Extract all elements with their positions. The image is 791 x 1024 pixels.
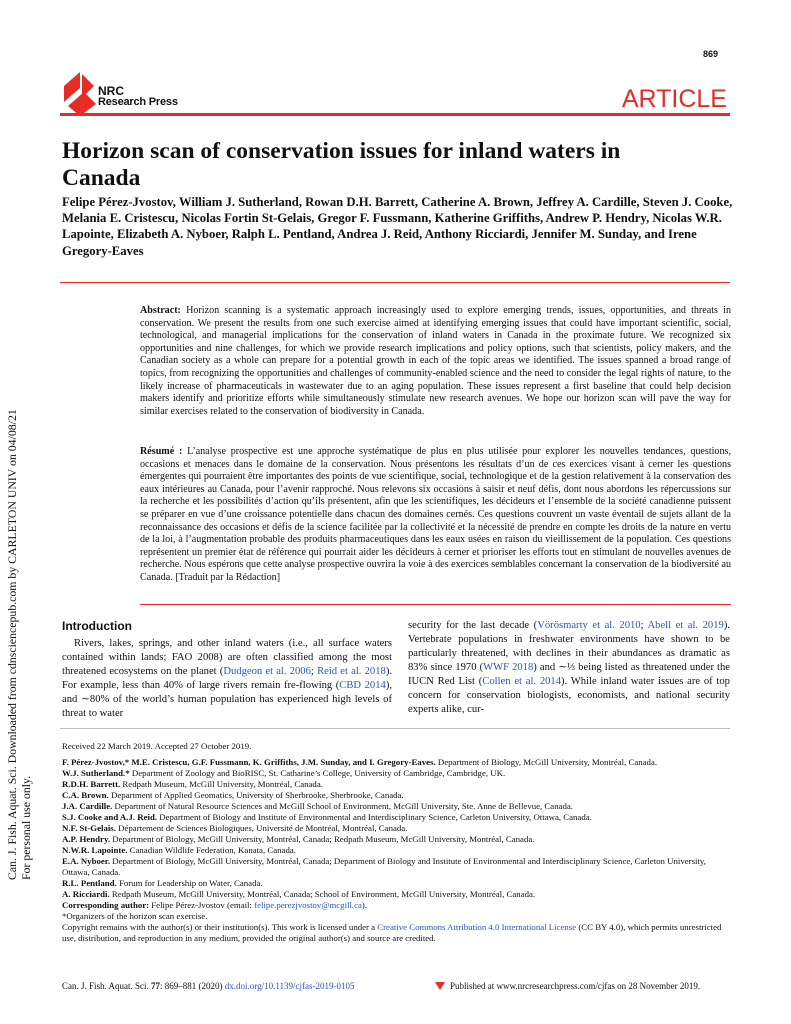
citation-link[interactable]: Collen et al. 2014: [482, 676, 562, 687]
affiliation-item: [62, 812, 732, 823]
logo-wordmark: [98, 86, 178, 108]
affiliation-text: Department of Biology and Institute of Environmental and Interdisciplinary Science, Carleton University, Ottawa, Canada.: [157, 812, 592, 822]
intro-text: security for the last decade (: [408, 620, 538, 631]
organizers-note: *Organizers of the horizon scan exercise.: [62, 911, 208, 921]
section-heading: Introduction: [62, 619, 132, 633]
divider: [140, 604, 731, 605]
intro-text: ), and ∼80% of the world’s human population has experienced high levels of threat to water: [62, 680, 392, 719]
affiliation-text: Department of Applied Geomatics, University of Sherbrooke, Sherbrooke, Canada.: [108, 790, 404, 800]
divider: [60, 728, 730, 729]
affiliation-names: E.A. Nyboer.: [62, 856, 111, 866]
affiliation-text: Forum for Leadership on Water, Canada.: [116, 878, 263, 888]
affiliations: [62, 757, 732, 944]
logo-research-press: Research Press: [98, 96, 178, 108]
affiliation-names: S.J. Cooke and A.J. Reid.: [62, 812, 158, 822]
affiliation-text: Département de Sciences Biologiques, Université de Montréal, Montréal, Canada.: [115, 823, 408, 833]
intro-text: ). For example, less than 40% of large rivers remain fre-flowing (: [62, 666, 392, 691]
affiliation-names: R.D.H. Barrett.: [62, 779, 121, 789]
download-note: [3, 240, 43, 880]
affiliation-item: [62, 768, 732, 779]
affiliation-names: F. Pérez-Jvostov,* M.E. Cristescu, G.F. Fussmann, K. Griffiths, J.M. Sunday, and I. Gregory-Eaves.: [62, 757, 436, 767]
citation-link[interactable]: Abell et al. 2019: [647, 620, 724, 631]
affiliation-names: R.L. Pentland.: [62, 878, 117, 888]
license-link[interactable]: Creative Commons Attribution 4.0 International License: [377, 922, 577, 932]
download-note-line2: For personal use only.: [19, 775, 33, 880]
affiliation-text: Department of Natural Resource Sciences and McGill School of Environment, McGill University, Ste. Anne de Bellevue, Canada.: [112, 801, 574, 811]
intro-paragraph: [62, 637, 392, 721]
resume-text: L’analyse prospective est une approche systématique de plus en plus utilisée pour explorer les nouvelles tendances, questions, occasions et menaces dans le domaine de la conservation. Nous présentons les résultats d’un de ces exercices visant à cerner les questions émergentes qui pourraient être importantes des points de vue scientifique, social, technologique et de la gestion relativement à la conservation des eaux intérieures au Canada, pour l’avenir rapproché. Nous relevons six occasions à saisir et neuf défis, dont nous abordons les répercussions sur la recherche et les possibilités d’action qu’ils présentent, afin que les scientifiques, les décideurs et l’ensemble de la société canadienne puissent se préparer en vue d’une croissance potentielle dans chacun des domaines cernés. Ces questions couvrent un vaste éventail de sujets allant de la reconnaissance des occasions et défis de la science facilitée par la collectivité et la nécessité de prendre en compte les droits de la nature en vertu de la loi, à l’augmentation probable des produits pharmaceutiques dans les eaux usées en raison du vieillissement de la population. Ces questions représentent un premier état de référence qui pourrait aider les décideurs à cerner et prioriser les efforts tout en stimulant de nouvelles avenues de recherche. Nous espérons que cette analyse prospective ouvrira la voie à des exercices semblables concernant la conservation de la biodiversité au Canada. [Traduit par la Rédaction]: [140, 446, 731, 583]
corresponding-text: ).: [361, 900, 368, 910]
citation-link[interactable]: Dudgeon et al. 2006: [223, 666, 311, 677]
affiliation-item: [62, 823, 732, 834]
article-title: Horizon scan of conservation issues for inland waters in Canada: [62, 138, 621, 191]
affiliation-text: Department of Biology, McGill University, Montréal, Canada; Redpath Museum, McGill University, Montréal, Canada.: [110, 834, 535, 844]
resume-label: Résumé :: [140, 446, 183, 457]
affiliation-text: Department of Biology, McGill University, Montréal, Canada; Department of Biology and Institute of Environmental and Interdisciplinary Science, Carleton University, Ottawa, Canada.: [62, 856, 706, 877]
affiliation-text: Redpath Museum, McGill University, Montréal, Canada; School of Environment, McGill University, Montréal, Canada.: [109, 889, 536, 899]
affiliation-names: A. Ricciardi.: [62, 889, 110, 899]
affiliation-text: Department of Zoology and BioRISC, St. Catharine’s College, University of Cambridge, Cambridge, UK.: [129, 768, 506, 778]
resume: [140, 446, 731, 585]
citation-prefix: Can. J. Fish. Aquat. Sci.: [62, 981, 152, 991]
abstract-text: Horizon scanning is a systematic approach increasingly used to explore emerging trends, issues, opportunities, and threats in conservation. We present the results from one such exercise aimed at identifying emerging issues that could have important scientific, social, technological, and managerial implications for the conservation of inland waters in Canada in the proximate future. We recognized six opportunities and nine challenges, for which we provide research implications and policy options, such that scientists, policy makers, and the Canadian society as a whole can prepare for a potential growth in each of the topic areas we identified. The issues spanned a broad range of topics, from recognizing the opportunities and challenges of community-enabled science and the need to consider the legal rights of nature, to the likely increase of pharmaceuticals in wastewater due to an aging population. These issues represent a first baseline that could help decision makers identify and prioritize efforts while simultaneously stimulate new research avenues. We hope our horizon scan will pave the way for similar exercises related to the conservation of biodiversity in Canada.: [140, 305, 731, 417]
affiliation-names: W.J. Sutherland.*: [62, 768, 130, 778]
intro-column-left: [62, 619, 392, 721]
affiliation-item: [62, 779, 732, 790]
intro-text: ;: [640, 620, 648, 631]
corresponding-text: Felipe Pérez-Jvostov (email:: [149, 900, 255, 910]
citation-link[interactable]: Reid et al. 2018: [317, 666, 386, 677]
corresponding-label: Corresponding author:: [62, 900, 150, 910]
affiliation-item: [62, 856, 732, 878]
affiliation-item: [62, 757, 732, 768]
intro-text: ). Vertebrate populations in freshwater environments have shown to be particularly threatened, with declines in their abundances as dramatic as 83% since 1970 (: [408, 620, 730, 673]
intro-text: ). While inland water issues are of top concern for conservation biologists, economists, and national security experts alike, cur-: [408, 676, 730, 715]
header-rule: [60, 113, 730, 116]
doi-link[interactable]: dx.doi.org/10.1139/cjfas-2019-0105: [224, 981, 355, 991]
citation-link[interactable]: WWF 2018: [483, 662, 534, 673]
affiliation-text: Redpath Museum, McGill University, Montréal, Canada.: [120, 779, 323, 789]
arrow-down-icon: [435, 982, 445, 990]
affiliation-item: [62, 801, 732, 812]
citation-link[interactable]: CBD 2014: [339, 680, 386, 691]
journal-citation: [62, 981, 355, 992]
corresponding-author: [62, 900, 732, 911]
affiliation-item: [62, 790, 732, 801]
citation-pages: : 869–881 (2020): [160, 981, 225, 991]
logo-nrc: NRC: [98, 84, 124, 98]
citation-link[interactable]: Vörösmarty et al. 2010: [537, 620, 641, 631]
abstract: [140, 305, 731, 418]
citation-volume: 77: [151, 981, 161, 991]
published-text: Published at www.nrcresearchpress.com/cjfas on 28 November 2019.: [450, 981, 701, 991]
affiliation-item: [62, 845, 732, 856]
affiliation-names: A.P. Hendry.: [62, 834, 111, 844]
affiliation-names: N.W.R. Lapointe.: [62, 845, 128, 855]
intro-column-right: [408, 619, 730, 717]
affiliation-item: [62, 889, 732, 900]
affiliation-names: J.A. Cardille.: [62, 801, 113, 811]
page-number: 869: [703, 49, 719, 59]
affiliation-names: N.F. St-Gelais.: [62, 823, 116, 833]
received-dates: Received 22 March 2019. Accepted 27 October 2019.: [62, 741, 252, 751]
affiliation-text: Canadian Wildlife Federation, Kanata, Canada.: [127, 845, 296, 855]
affiliation-text: Department of Biology, McGill University, Montréal, Canada.: [435, 757, 658, 767]
email-link[interactable]: felipe.perezjvostov@mcgill.ca: [254, 900, 362, 910]
published-note: [435, 981, 700, 992]
intro-text: ;: [310, 666, 318, 677]
divider: [60, 282, 730, 283]
author-list: Felipe Pérez-Jvostov, William J. Sutherland, Rowan D.H. Barrett, Catherine A. Brown, Jeffrey A. Cardille, Steven J. Cooke, Melania E. Cristescu, Nicolas Fortin St-Gelais, Gregor F. Fussmann, Katherine Griffiths, Andrew P. Hendry, Nicolas W.R. Lapointe, Elizabeth A. Nyboer, Ralph L. Pentland, Andrea J. Reid, Anthony Ricciardi, Jennifer M. Sunday, and Irene Gregory-Eaves: [62, 195, 733, 258]
copyright-text: (CC BY 4.0), which permits unrestricted use, distribution, and reproduction in any medium, provided the original author(s) and source are credited.: [62, 922, 722, 943]
affiliation-names: C.A. Brown.: [62, 790, 109, 800]
intro-text: ) and ∼⅓ being listed as threatened under the IUCN Red List (: [408, 662, 730, 687]
affiliation-item: [62, 834, 732, 845]
affiliation-item: [62, 878, 732, 889]
copyright-text: Copyright remains with the author(s) or their institution(s). This work is licensed under a: [62, 922, 378, 932]
download-note-line1: Can. J. Fish. Aquat. Sci. Downloaded from cdnsciencepub.com by CARLETON UNIV on 04/08/21: [5, 409, 19, 880]
article-type-label: ARTICLE: [621, 85, 727, 113]
intro-text: Rivers, lakes, springs, and other inland waters (i.e., all surface waters contained within lands; FAO 2008) are often classified among the most threatened ecosystems on the planet (: [62, 638, 392, 677]
copyright-note: [62, 922, 732, 944]
abstract-label: Abstract:: [140, 305, 181, 316]
